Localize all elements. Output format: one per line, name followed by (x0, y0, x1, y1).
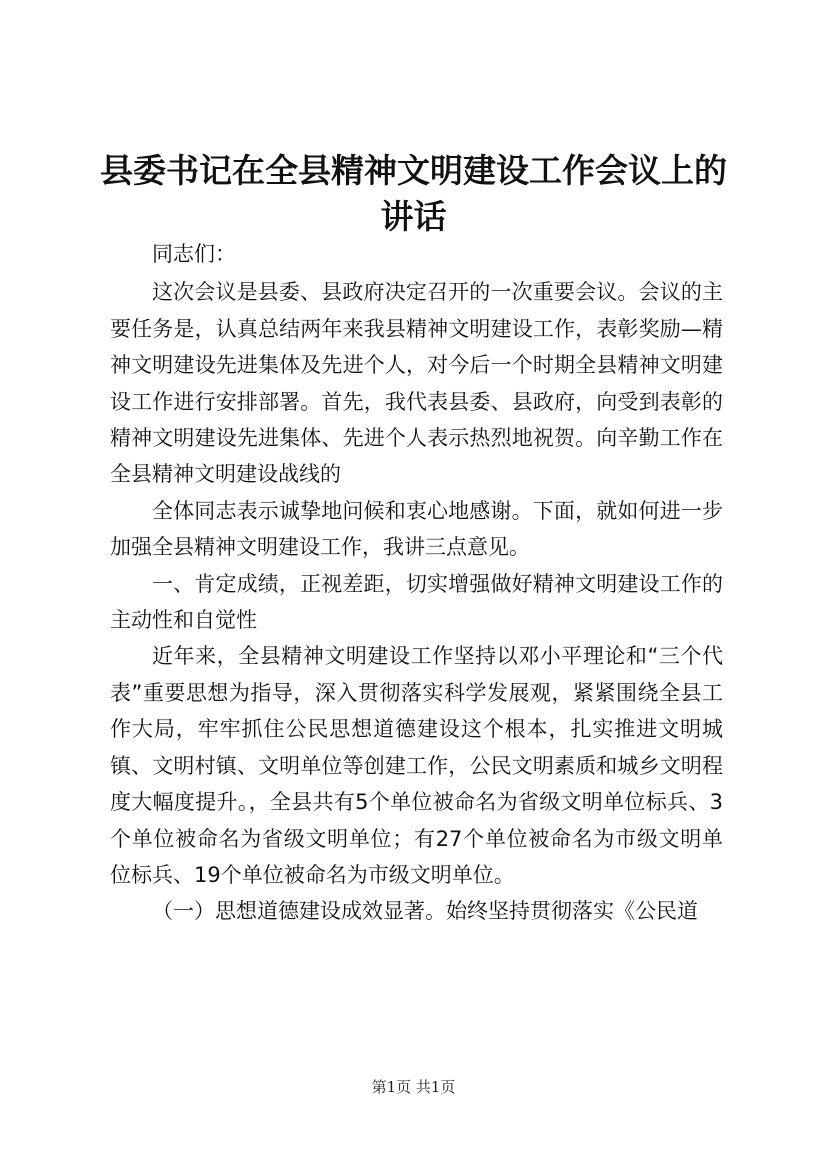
page-footer: 第1页 共1页 (371, 1078, 456, 1096)
paragraph: 这次会议是县委、县政府决定召开的一次重要会议。会议的主要任务是，认真总结两年来我县精神文明建设工作，表彰奖励—精神文明建设先进集体及先进个人，对今后一个时期全县精神文明建设工作进行安排部署。首先，我代表县委、县政府，向受到表彰的精神文明建设先进集体、先进个人表示热烈地祝贺。向辛勤工作在全县精神文明建设战线的 (110, 280, 723, 487)
section-heading: 一、肯定成绩，正视差距，切实增强做好精神文明建设工作的主动性和自觉性 (110, 571, 723, 633)
document-body (110, 236, 723, 930)
paragraph: （一）思想道德建设成效显著。始终坚持贯彻落实《公民道 (152, 899, 698, 924)
paragraph: 全体同志表示诚挚地问候和衷心地感谢。下面，就如何进一步加强全县精神文明建设工作，我讲三点意见。 (110, 498, 723, 560)
salutation: 同志们： (152, 242, 236, 266)
document-title: 县委书记在全县精神文明建设工作会议上的讲话 (100, 151, 727, 236)
paragraph: 近年来，全县精神文明建设工作坚持以邓小平理论和“三个代表”重要思想为指导，深入贯彻落实科学发展观，紧紧围绕全县工作大局，牢牢抓住公民思想道德建设这个根本，扎实推进文明城镇、文明村镇、文明单位等创建工作，公民文明素质和城乡文明程度大幅度提升。，全县共有5个单位被命名为省级文明单位标兵、3个单位被命名为省级文明单位；有27个单位被命名为市级文明单位标兵、19个单位被命名为市级文明单位。 (110, 644, 723, 887)
